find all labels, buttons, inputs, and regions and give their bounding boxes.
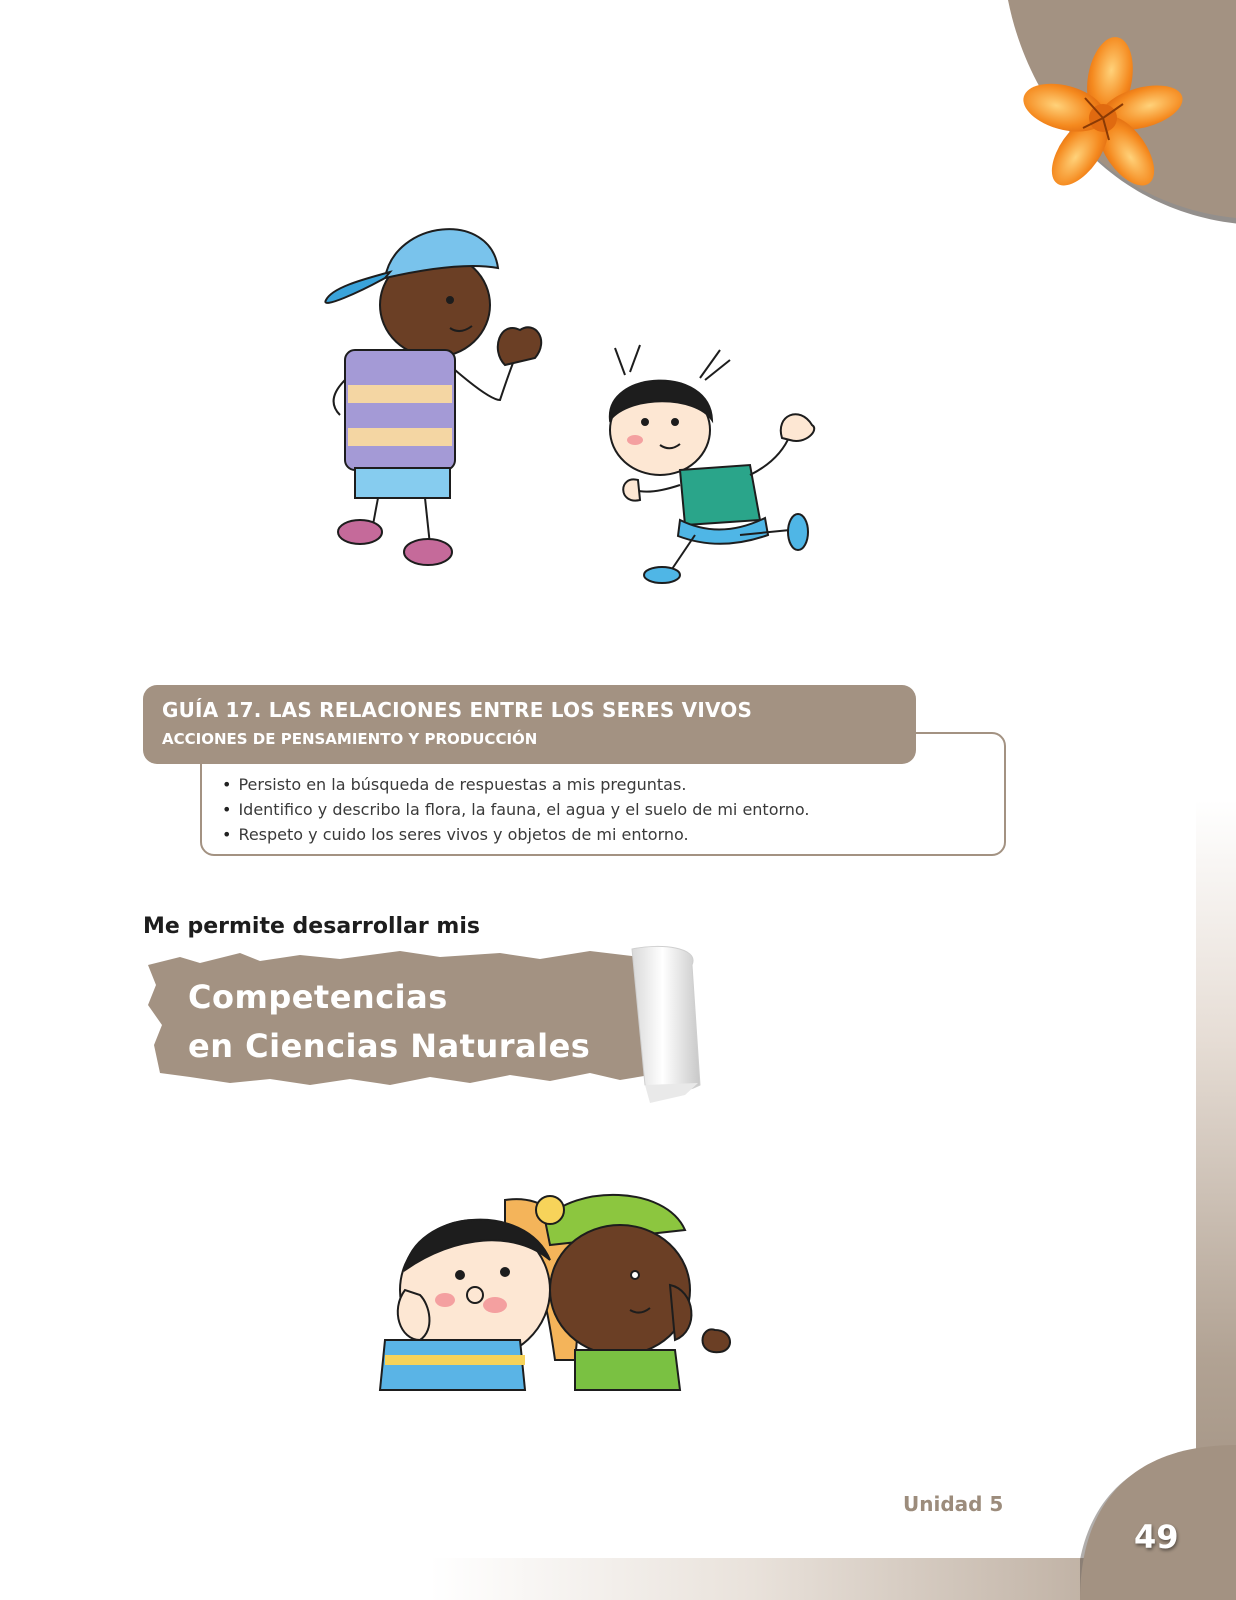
list-item: • Persisto en la búsqueda de respuestas a mis preguntas. (222, 772, 810, 797)
unit-label: Unidad 5 (903, 1492, 1004, 1516)
children-thinking-illustration (375, 1190, 765, 1430)
competencias-title-line2: en Ciencias Naturales (188, 1027, 591, 1065)
girl-with-pigtails (610, 345, 814, 583)
competencias-intro: Me permite desarrollar mis (143, 914, 480, 939)
list-item: • Identifico y describo la flora, la fauna, el agua y el suelo de mi entorno. (222, 797, 810, 822)
guide-header (143, 685, 916, 764)
corner-decoration (990, 0, 1236, 230)
list-item: • Respeto y cuido los seres vivos y objetos de mi entorno. (222, 822, 810, 847)
page-number: 49 (1134, 1518, 1179, 1556)
competencias-title-line1: Competencias (188, 978, 448, 1016)
guide-title: GUÍA 17. LAS RELACIONES ENTRE LOS SERES VIVOS (162, 698, 753, 722)
guide-subtitle: ACCIONES DE PENSAMIENTO Y PRODUCCIÓN (162, 730, 538, 748)
boy-with-cap (325, 229, 541, 565)
thinking-actions-list (222, 772, 810, 847)
children-waving-illustration (300, 200, 840, 610)
